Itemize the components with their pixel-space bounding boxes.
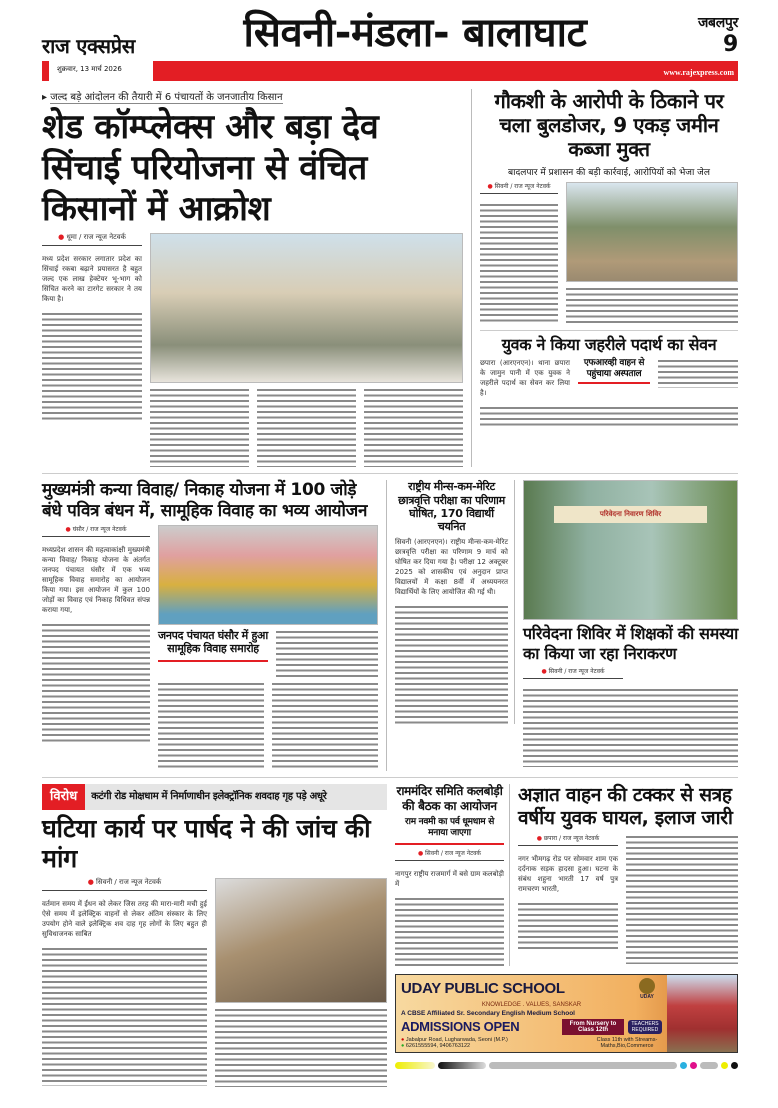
brand-logo: राज एक्सप्रेस [42, 34, 136, 58]
bottom-right-stories [395, 784, 738, 965]
marriage-photo [158, 525, 378, 625]
ad-phone-text: 6261555594, 9406763122 [405, 1042, 471, 1049]
parivedna-body [523, 687, 738, 767]
location-icon: ● [401, 1036, 405, 1043]
brand-block [42, 34, 152, 58]
accident-body-text [518, 901, 618, 951]
row-top [42, 89, 738, 474]
ad-building-photo [667, 975, 737, 1052]
ad-title-row [401, 978, 662, 1000]
lead-body: मध्य प्रदेश सरकार लगातार प्रदेश का सिंचाई रकबा बढ़ाने प्रयासरत है बहुत जल्द एक लाख हेक्टेयर भू-भाग को सिंचित करने का टारगेट सरकार ने तय किया है। [42, 255, 142, 304]
header-bar-row [42, 61, 738, 81]
school-ad[interactable] [395, 974, 738, 1053]
virodh-body: वर्तमान समय में ईंधन को लेकर जिस तरह की मारा-मारी मची हुई ऐसे समय में इलेक्ट्रिक वाहनों से लेकर अंतिम संस्कार के लिए उपयोग होने वाले इलेक्ट्रिक शव दाह गृह लोगों के लिए बहुत ही सुविधाजनक साबित [42, 900, 207, 939]
lead-byline: ● धूमा / राज न्यूज नेटवर्क [42, 233, 142, 246]
nmms-body: सिवनी (आरएनएन)। राष्ट्रीय मीन्स-कम-मेरिट छात्रवृत्ति परीक्षा का परिणाम 9 मार्च को घोषित कर दिया गया है। परीक्षा 12 अक्टूबर 2025 को शासकीय एवं अनुदान प्राप्त विद्यालयों में कक्षा 8वीं में अध्ययनरत विद्यार्थियों के लिए आयोजित की गई थी। [395, 538, 508, 597]
bulldozer-headline: गौकशी के आरोपी के ठिकाने पर चला बुलडोजर, 9 एकड़ जमीन कब्जा मुक्त [494, 89, 724, 161]
ad-admissions-row [401, 1019, 662, 1035]
ad-tagline: KNOWLEDGE . VALUES, SANSKAR [481, 1001, 582, 1008]
marriage-subhead: जनपद पंचायत घंसौर में हुआ सामूहिक विवाह समारोह [158, 629, 268, 661]
poison-body-bottom [480, 405, 738, 429]
page-title: सिवनी-मंडला- बालाघाट [243, 10, 587, 56]
nmms-headline: राष्ट्रीय मीन्स-कम-मेरिट छात्रवृत्ति परीक्षा का परिणाम घोषित, 170 विद्यार्थी चयनित [398, 480, 505, 533]
lead-body-columns [150, 387, 463, 467]
row-bottom [42, 784, 738, 1087]
virodh-story [42, 784, 387, 1087]
nmms-body-text [395, 604, 508, 724]
accident-body-right [626, 834, 738, 964]
crest-icon [639, 978, 655, 994]
header-bar [153, 61, 738, 81]
lead-left-col [42, 233, 142, 421]
accident-body: नगर भीमगढ़ रोड पर सोमवार शाम एक दर्दनाक सड़क हादसा हुआ। घटना के संबंध शहुना भारती 17 वर्ष पुत्र रामचरण भारती, [518, 854, 618, 893]
bulldozer-content [480, 182, 738, 326]
ad-address-text: Jabalpur Road, Lugharwada, Seoni (M.P.) [405, 1036, 508, 1043]
row-middle [42, 480, 738, 778]
city-label: जबलपुर [697, 14, 738, 31]
rammandir-body-text [395, 896, 504, 966]
marriage-content [42, 525, 378, 771]
virodh-left-col [42, 878, 207, 1086]
accident-story [518, 784, 738, 964]
rammandir-story [395, 784, 510, 965]
parivedna-story [523, 480, 738, 766]
kicker-text: जल्द बड़े आंदोलन की तैयारी में 6 पंचायतों के जनजातीय किसान [50, 92, 283, 103]
phone-icon: ● [401, 1042, 405, 1049]
poison-body: छपारा (आरएनएन)। थाना छपारा के जामुन पानी में एक युवक ने जहरीले पदार्थ का सेवन कर लिया है। [480, 359, 570, 398]
red-marker [42, 61, 49, 81]
page-number: 9 [722, 31, 738, 57]
ad-admissions: ADMISSIONS OPEN [401, 1018, 520, 1034]
virodh-tag: विरोध [42, 784, 85, 810]
bulldozer-left-col [480, 182, 558, 322]
lead-photo [150, 233, 463, 383]
marriage-byline: ● घंसौर / राज न्यूज नेटवर्क [42, 525, 150, 537]
parivedna-headline: परिवेदना शिविर में शिक्षकों की समस्या का किया जा रहा निराकरण [523, 624, 739, 663]
right-stories [480, 89, 738, 429]
lead-story [42, 89, 472, 467]
ad-classes: From Nursery to Class 12th [562, 1019, 624, 1035]
marriage-body-right [276, 629, 378, 677]
parivedna-byline: ● सिवनी / राज न्यूज नेटवर्क [523, 667, 623, 679]
rammandir-byline: ● सिवनी / राज न्यूज नेटवर्क [395, 849, 504, 861]
parivedna-photo [523, 480, 738, 620]
lead-content [42, 233, 463, 467]
virodh-headline: घटिया कार्य पर पार्षद ने की जांच की मांग [42, 814, 371, 874]
lead-right-col [150, 233, 463, 467]
marriage-right-col [158, 525, 378, 771]
marriage-body-text [42, 622, 150, 742]
registration-marks [395, 1061, 738, 1071]
marriage-body-columns [158, 681, 378, 771]
accident-headline: अज्ञात वाहन की टक्कर से सत्रह वर्षीय युवक घायल, इलाज जारी [518, 784, 733, 829]
ad-affiliation: A CBSE Affiliated Sr. Secondary English Medium School [401, 1009, 575, 1017]
bulldozer-byline: ● सिवनी / राज न्यूज नेटवर्क [480, 182, 558, 194]
virodh-body-right [215, 1007, 387, 1087]
lead-headline: शेड कॉम्प्लेक्स और बड़ा देव सिंचाई परियोजना से वंचित किसानों में आक्रोश [42, 107, 379, 229]
edition-block [678, 15, 738, 58]
marriage-headline: मुख्यमंत्री कन्या विवाह/ निकाह योजना में 100 जोड़े बंधे पवित्र बंधन में, सामूहिक विवाह का भव्य आयोजन [42, 480, 368, 521]
lead-body-text [42, 311, 142, 421]
masthead [42, 8, 738, 58]
website-link[interactable]: www.rajexpress.com [663, 68, 734, 77]
bulldozer-subhead: बादलपार में प्रशासन की बड़ी कार्रवाई, आरोपियों को भेजा जेल [508, 168, 710, 178]
virodh-right-col [215, 878, 387, 1087]
virodh-body-text [42, 946, 207, 1086]
bulldozer-body-columns [566, 286, 738, 326]
bulldozer-photo [566, 182, 738, 282]
lead-kicker [42, 89, 463, 103]
parivedna-photo-sign: परिवेदना निवारण शिविर [554, 506, 707, 523]
ad-text-area [396, 975, 667, 1052]
marriage-story [42, 480, 387, 771]
virodh-byline: ● सिवनी / राज न्यूज नेटवर्क [42, 878, 207, 891]
ad-phone [401, 1043, 588, 1049]
virodh-strip [42, 784, 387, 810]
poison-content [480, 358, 738, 401]
nmms-story [395, 480, 515, 724]
ad-teachers: TEACHERS REQUIRED [628, 1020, 662, 1034]
rammandir-body: नागपुर राष्ट्रीय राजमार्ग में बसे ग्राम कलबोड़ी में [395, 869, 504, 888]
poison-headline: युवक ने किया जहरीले पदार्थ का सेवन [480, 330, 738, 354]
marriage-left-col [42, 525, 150, 742]
marriage-body: मध्यप्रदेश शासन की महत्वाकांक्षी मुख्यमंत्री कन्या विवाह/ निकाह योजना के अंतर्गत जनपद पंचायत घंसौर में एक भव्य सामूहिक विवाह समारोह का आयोजन किया गया। इस आयोजन में कुल 100 जोड़ों का विवाह एवं निकाह विधिवत संपन्न कराया गया, [42, 546, 150, 615]
rammandir-subhead: राम नवमी का पर्व धूमधाम से मनाया जाएगा [395, 817, 504, 845]
edition-date: शुक्रवार, 13 मार्च 2026 [57, 65, 122, 73]
virodh-photo [215, 878, 387, 1003]
ad-school-name: UDAY PUBLIC SCHOOL [401, 979, 565, 997]
accident-byline: ● छपारा / राज न्यूज नेटवर्क [518, 834, 618, 846]
accident-content [518, 834, 738, 964]
ad-logo-text: UDAY [640, 993, 654, 1000]
marriage-sub-row [158, 629, 378, 677]
ad-contact-row [401, 1037, 662, 1049]
ad-logo [632, 978, 662, 1000]
bottom-right [395, 784, 738, 1070]
ad-contact [401, 1037, 588, 1049]
virodh-content [42, 878, 387, 1087]
bulldozer-right-col [566, 182, 738, 326]
poison-body-text [658, 358, 738, 388]
ad-streams: Class 11th with Streams- Maths,Bio,Commerce [596, 1036, 658, 1049]
play-icon: ▸ [42, 92, 51, 103]
bulldozer-body [480, 202, 558, 322]
virodh-kicker: कटंगी रोड मोक्षधाम में निर्माणाधीन इलेक्ट्रॉनिक शवदाह गृह पड़े अधूरे [91, 791, 327, 803]
rammandir-headline: राममंदिर समिति कलबोड़ी की बैठक का आयोजन [396, 784, 503, 813]
poison-subhead: एफआरव्ही वाहन से पहुंचाया अस्पताल [578, 358, 650, 384]
accident-left-col [518, 834, 618, 951]
